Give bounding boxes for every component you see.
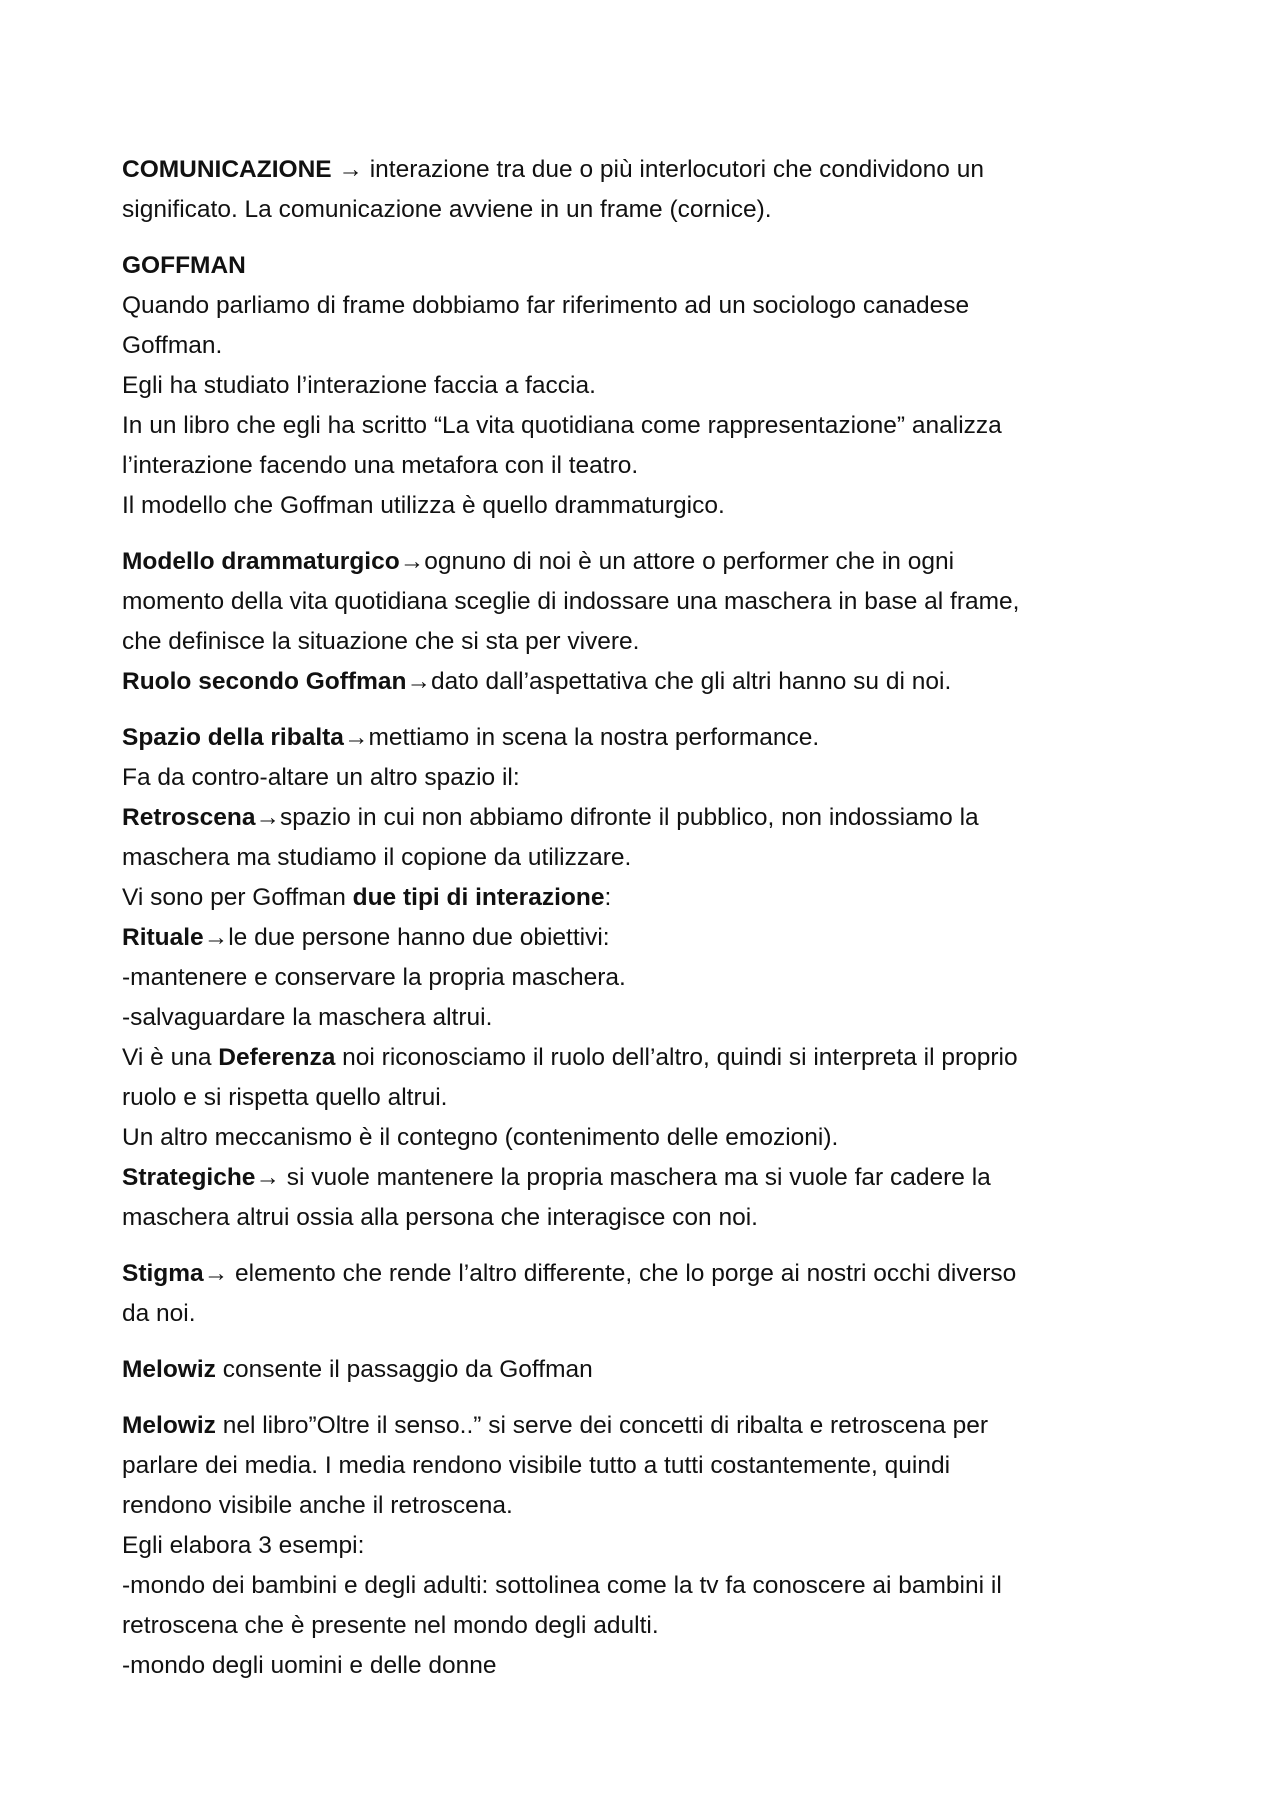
document-page (122, 150, 1182, 1702)
text-line: Il modello che Goffman utilizza è quello drammaturgico. (122, 492, 725, 519)
text-line: -mantenere e conservare la propria maschera. (122, 964, 626, 991)
text-line: Stigma→ elemento che rende l’altro differente, che lo porge ai nostri occhi diverso (122, 1260, 1017, 1287)
text-line: Strategiche→ si vuole mantenere la propria maschera ma si vuole far cadere la (122, 1164, 991, 1191)
arrow-icon: → (255, 804, 280, 831)
text-line: Egli ha studiato l’interazione faccia a faccia. (122, 372, 596, 399)
text-line: Ruolo secondo Goffman→dato dall’aspettativa che gli altri hanno su di noi. (122, 668, 952, 695)
arrow-icon: → (255, 1164, 280, 1191)
term-stigma: Stigma (122, 1260, 204, 1287)
paragraph-melowiz (122, 1406, 1182, 1686)
text-line: rendono visibile anche il retroscena. (122, 1492, 513, 1519)
text-line: ruolo e si rispetta quello altrui. (122, 1084, 448, 1111)
arrow-icon: → (343, 724, 369, 751)
arrow-icon: → (203, 1260, 229, 1287)
text-line: -mondo dei bambini e degli adulti: sottolinea come la tv fa conoscere ai bambini il (122, 1572, 1002, 1599)
paragraph-stigma (122, 1254, 1182, 1334)
arrow-icon: → (203, 924, 229, 951)
term-strategiche: Strategiche (122, 1164, 256, 1191)
term-ruolo: Ruolo secondo Goffman (122, 668, 407, 695)
term-retroscena: Retroscena (122, 804, 256, 831)
arrow-icon: → (331, 156, 370, 183)
paragraph-ribalta (122, 718, 1182, 1238)
text-line: l’interazione facendo una metafora con il teatro. (122, 452, 639, 479)
paragraph-melowiz-intro (122, 1350, 1182, 1390)
text-line: parlare dei media. I media rendono visibile tutto a tutti costantemente, quindi (122, 1452, 951, 1479)
arrow-icon: → (406, 668, 431, 695)
text-line: momento della vita quotidiana sceglie di indossare una maschera in base al frame, (122, 588, 1020, 615)
text-line: Fa da contro-altare un altro spazio il: (122, 764, 520, 791)
text-line: COMUNICAZIONE → interazione tra due o più interlocutori che condividono un (122, 156, 984, 183)
text-line: Goffman. (122, 332, 223, 359)
text-line: Quando parliamo di frame dobbiamo far riferimento ad un sociologo canadese (122, 292, 970, 319)
term-spazio-ribalta: Spazio della ribalta (122, 724, 344, 751)
term-comunicazione: COMUNICAZIONE (122, 156, 332, 183)
paragraph-comunicazione (122, 150, 1182, 230)
term-deferenza: Deferenza (218, 1044, 336, 1071)
paragraph-modello-drammaturgico (122, 542, 1182, 702)
text-line: Retroscena→spazio in cui non abbiamo difronte il pubblico, non indossiamo la (122, 804, 979, 831)
term-modello-drammaturgico: Modello drammaturgico (122, 548, 400, 575)
arrow-icon: → (399, 548, 425, 575)
text-line: Melowiz nel libro”Oltre il senso..” si serve dei concetti di ribalta e retroscena per (122, 1412, 989, 1439)
text-line: -mondo degli uomini e delle donne (122, 1652, 497, 1679)
text-line: In un libro che egli ha scritto “La vita quotidiana come rappresentazione” analizza (122, 412, 1002, 439)
paragraph-goffman (122, 246, 1182, 526)
text-line: da noi. (122, 1300, 196, 1327)
text-line: significato. La comunicazione avviene in un frame (cornice). (122, 196, 772, 223)
term-tipi-interazione: due tipi di interazione (352, 884, 605, 911)
text-line: Rituale→le due persone hanno due obiettivi: (122, 924, 610, 951)
text-line: Melowiz consente il passaggio da Goffman (122, 1356, 593, 1383)
text-line: che definisce la situazione che si sta per vivere. (122, 628, 640, 655)
text-line: Vi è una Deferenza noi riconosciamo il ruolo dell’altro, quindi si interpreta il proprio (122, 1044, 1018, 1071)
text-line: retroscena che è presente nel mondo degli adulti. (122, 1612, 659, 1639)
term-melowiz: Melowiz (122, 1356, 216, 1383)
term-rituale: Rituale (122, 924, 204, 951)
section-title-goffman: GOFFMAN (122, 252, 246, 279)
text-line: maschera ma studiamo il copione da utilizzare. (122, 844, 632, 871)
text-line: maschera altrui ossia alla persona che interagisce con noi. (122, 1204, 758, 1231)
text-line: -salvaguardare la maschera altrui. (122, 1004, 493, 1031)
text-line: Spazio della ribalta→mettiamo in scena la nostra performance. (122, 724, 820, 751)
term-melowiz: Melowiz (122, 1412, 216, 1439)
text-line: Vi sono per Goffman due tipi di interazione: (122, 884, 612, 911)
text-line: Egli elabora 3 esempi: (122, 1532, 365, 1559)
text-line: Un altro meccanismo è il contegno (contenimento delle emozioni). (122, 1124, 839, 1151)
text-line: Modello drammaturgico→ognuno di noi è un attore o performer che in ogni (122, 548, 955, 575)
